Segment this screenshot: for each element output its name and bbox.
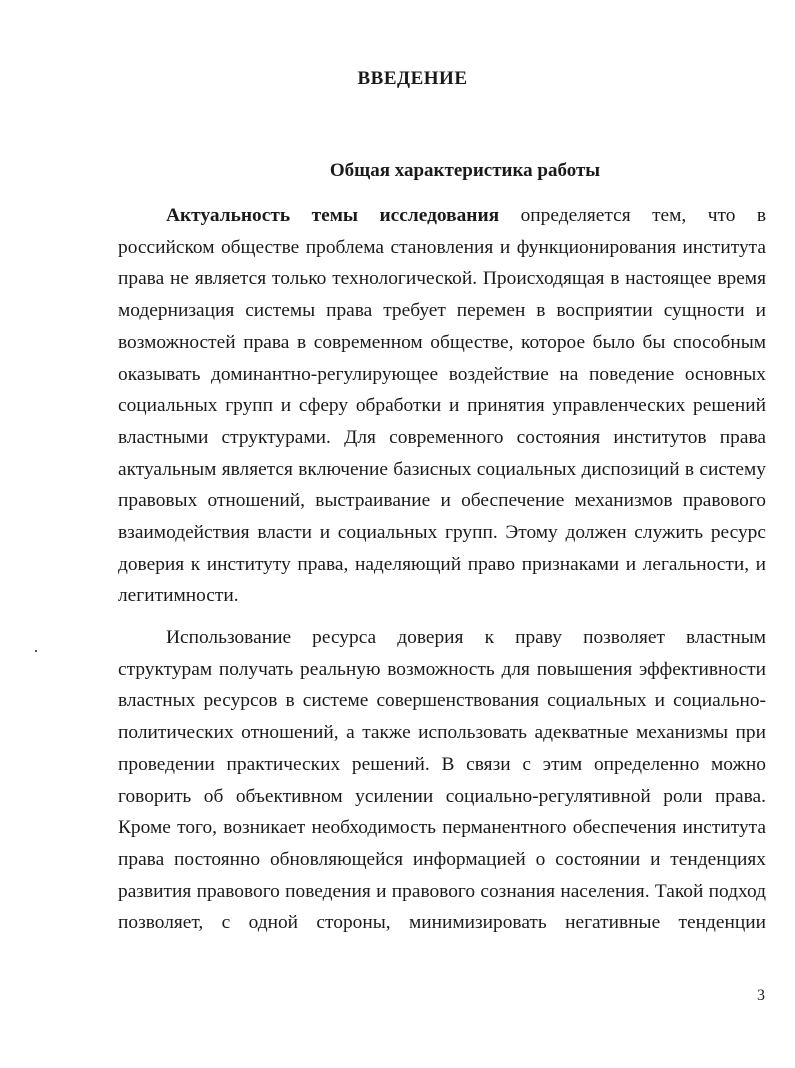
paragraph-1	[118, 200, 766, 612]
paragraph-2	[118, 622, 766, 939]
paragraph-1-lead: Актуальность темы исследования	[166, 205, 500, 226]
paragraph-1-text: определяется тем, что в российском обществе проблема становления и функционирования института права не является только технологической. Происходящая в настоящее время модернизация системы права требует перемен в восприятии сущности и возможностей права в современном обществе, которое было бы способным оказывать доминантно-регулирующее воздействие на поведение основных социальных групп и сферу обработки и принятия управленческих решений властными структурами. Для современного состояния институтов права актуальным является включение базисных социальных диспозиций в систему правовых отношений, выстраивание и обеспечение механизмов правового взаимодействия власти и социальных групп. Этому должен служить ресурс доверия к институту права, наделяющий право признаками и легальности, и легитимности.	[118, 205, 766, 607]
section-title: Общая характеристика работы	[329, 160, 601, 181]
scan-artifact-dot	[35, 650, 37, 652]
page-title: ВВЕДЕНИЕ	[357, 68, 468, 89]
page-number: 3	[757, 987, 765, 1004]
paragraph-2-text: Использование ресурса доверия к праву позволяет властным структурам получать реальную возможность для повышения эффективности властных ресурсов в системе совершенствования социальных и социально-политических отношений, а также использовать адекватные механизмы при проведении практических решений. В связи с этим определенно можно говорить об объективном усилении социально-регулятивной роли права. Кроме того, возникает необходимость перманентного обеспечения института права постоянно обновляющейся информацией о состоянии и тенденциях развития правового поведения и правового сознания населения. Такой подход позволяет, с одной стороны, минимизировать негативные тенденции	[118, 627, 766, 934]
